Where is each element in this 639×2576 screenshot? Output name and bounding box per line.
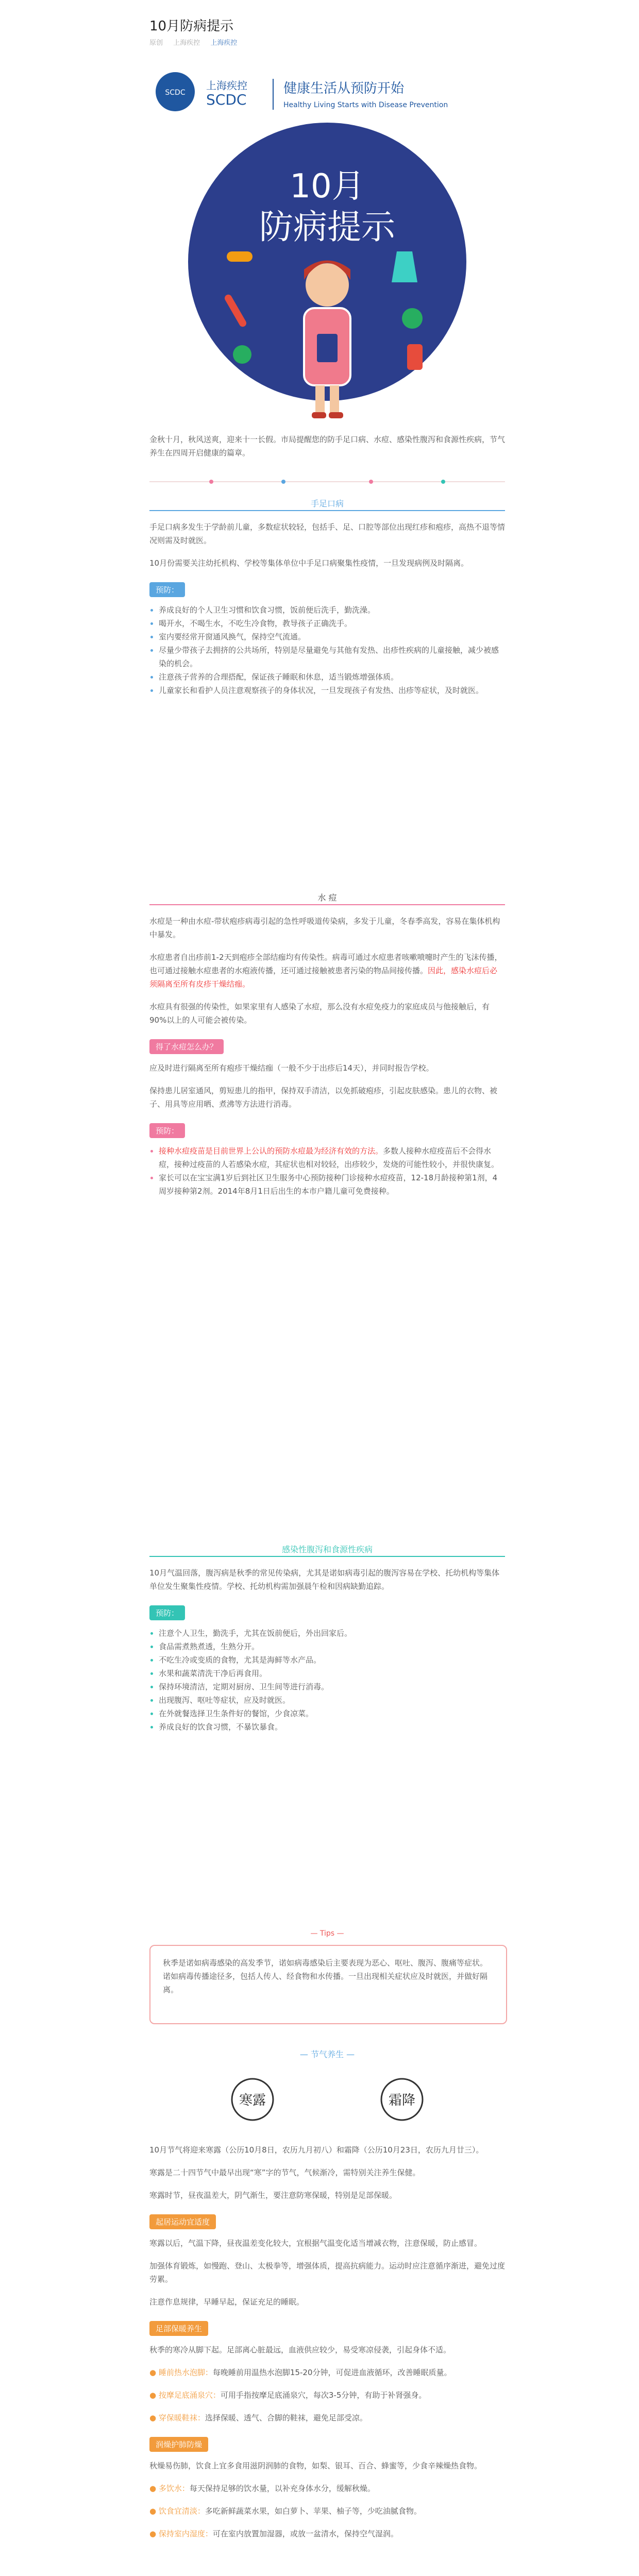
hfmd-paragraph-2: 10月份需要关注幼托机构、学校等集体单位中手足口病聚集性疫情，一旦发现病例及时隔离。 <box>149 558 469 568</box>
meta-source: 上海疾控 <box>173 39 200 47</box>
banner-headline-month: 10月 <box>290 167 365 206</box>
solar-paragraph-3: 寒露时节，昼夜温差大，阴气渐生，要注意防寒保暖，特别是足部保暖。 <box>149 2191 397 2200</box>
chickenpox-paragraph-1: 水痘是一种由水痘-带状疱疹病毒引起的急性呼吸道传染病，多发于儿童，冬春季高发，容易在集体机构中暴发。 <box>149 917 500 939</box>
list-item: 养成良好的饮食习惯，不暴饮暴食。 <box>159 1722 283 1732</box>
chickenpox-paragraph-2: 水痘患者自出疹前1-2天到疱疹全部结痂均有传染性。病毒可通过水痘患者咳嗽喷嚏时产生的飞沫传播，也可通过接触水痘患者的水疱液传播，还可通过接触被患者污染的物品间接传播。 <box>149 953 502 975</box>
section-chickenpox-title: 水 痘 <box>317 893 337 903</box>
moisture-bullet-3-head: 保持室内湿度： <box>158 2529 213 2538</box>
list-item: 喝开水，不喝生水，不吃生冷食物，教导孩子正确洗手。 <box>159 619 352 628</box>
logo-cn: 上海疾控 <box>206 79 247 92</box>
slogan-en: Healthy Living Starts with Disease Prevention <box>283 101 448 109</box>
banner-image <box>149 66 505 421</box>
tips-heading: — Tips — <box>310 1929 344 1938</box>
chickenpox-highlight: 因此，感染水痘后必须隔离至所有皮疹干燥结痂。 <box>149 966 498 989</box>
moisture-paragraph: 秋燥易伤肺，饮食上宜多食用滋阴润肺的食物，如梨、银耳、百合、蜂蜜等，少食辛辣燥热食物。 <box>149 2461 482 2470</box>
lifestyle-label: 起居运动宜适度 <box>149 2214 216 2229</box>
foot-care-label: 足部保暖养生 <box>149 2321 208 2336</box>
article-meta <box>149 37 245 47</box>
section-solar-term-body: 10月节气将迎来寒露（公历10月8日，农历九月初八）和霜降（公历10月23日，农历九月廿三）。 寒露是二十四节气中最早出现“寒”字的节气，气候渐冷，需特别关注养生保健。 寒露时节，昼夜温差大，阴气渐生，要注意防寒保暖，特别是足部保暖。 起居运动宜适度 寒露以后，气温下降，昼夜温差变化较大，宜根据气温变化适当增减衣物，注意保暖，防止感冒。 加强体育锻炼，如慢跑、登山、太极拳等，增强体质，提高抗病能力。运动时应注意循序渐进，避免过度劳累。 注意作息规律，早睡早起，保证充足的睡眠。 足部保暖养生 秋季的寒冷从脚下起。足部离心脏最远，血液供应较少，易受寒凉侵袭，引起身体不适。 ● 睡前热水泡脚：每晚睡前用温热水泡脚15-20分钟，可促进血液循环，改善睡眠质量。 ● 按摩足底涌泉穴：可用手指按摩足底涌泉穴，每次3-5分钟，有助于补肾强身。 ● 穿保暖鞋袜：选择保暖、透气、合脚的鞋袜，避免足部受凉。 润燥护肺防燥 秋燥易伤肺，饮食上宜多食用滋阴润肺的食物，如梨、银耳、百合、蜂蜜等，少食辛辣燥热食物。 ● 多饮水：每天保持足够的饮水量，以补充身体水分，缓解秋燥。 ● 饮食宜清淡：多吃新鲜蔬菜水果，如白萝卜、苹果、柚子等，少吃油腻食物。 ● 保持室内湿度：可在室内放置加湿器，或放一盆清水，保持空气湿润。 <box>149 2143 505 2540</box>
lifestyle-paragraph-3: 注意作息规律，早睡早起，保证充足的睡眠。 <box>149 2297 305 2307</box>
chickenpox-prevention-label: 预防： <box>149 1123 185 1138</box>
moisture-bullet-3-text: 可在室内放置加湿器，或放一盆清水，保持空气湿润。 <box>212 2529 398 2538</box>
logo-en: SCDC <box>206 91 247 108</box>
list-item-highlight: 接种水痘疫苗是目前世界上公认的预防水痘最为经济有效的方法。 <box>159 1146 383 1156</box>
banner-headline-text: 防病提示 <box>259 207 395 247</box>
list-item: 尽量少带孩子去拥挤的公共场所，特别是尽量避免与其他有发热、出疹性疾病的儿童接触，减少被感染的机会。 <box>159 646 499 668</box>
list-item: 多数人接种水痘疫苗后不会得水痘，接种过疫苗的人若感染水痘，其症状也相对较轻，出疹较少，发烧的可能性较小，并很快康复。 <box>159 1146 499 1169</box>
list-item: 食品需煮熟煮透，生熟分开。 <box>159 1642 260 1651</box>
moisture-label: 润燥护肺防燥 <box>149 2437 208 2452</box>
meta-author: 原创 <box>149 39 163 47</box>
list-item: 室内要经常开窗通风换气，保持空气流通。 <box>159 632 306 641</box>
divider-ornament <box>149 477 505 487</box>
intro-section <box>149 433 505 460</box>
moisture-bullet-2-text: 多吃新鲜蔬菜水果，如白萝卜、苹果、柚子等，少吃油腻食物。 <box>205 2506 422 2516</box>
svg-text:SCDC: SCDC <box>165 89 186 97</box>
tips-box-text: 秋季是诺如病毒感染的高发季节，诺如病毒感染后主要表现为恶心、呕吐、腹泻、腹痛等症状。诺如病毒传播途径多，包括人传人、经食物和水传播。一旦出现相关症状应及时就医，并做好隔离。 <box>163 1958 488 1994</box>
list-item: 水果和蔬菜清洗干净后再食用。 <box>159 1669 267 1678</box>
chickenpox-paragraph-3: 水痘具有很强的传染性，如果家里有人感染了水痘，那么没有水痘免疫力的家庭成员与他接触后，有90%以上的人可能会被传染。 <box>149 1002 490 1025</box>
hfmd-tips-list <box>149 603 505 697</box>
list-item: 养成良好的个人卫生习惯和饮食习惯，饭前便后洗手，勤洗澡。 <box>159 605 376 615</box>
section-diarrhea-body <box>149 1566 505 1734</box>
foot-bullet-3-text: 选择保暖、透气、合脚的鞋袜，避免足部受凉。 <box>205 2413 367 2422</box>
moisture-bullet-1-text: 每天保持足够的饮水量，以补充身体水分，缓解秋燥。 <box>189 2484 375 2493</box>
section-solar-term-title: — 节气养生 — <box>299 2049 355 2059</box>
solar-paragraph-1: 10月节气将迎来寒露（公历10月8日，农历九月初八）和霜降（公历10月23日，农历九月廿三）。 <box>149 2145 484 2155</box>
hfmd-paragraph-1: 手足口病多发生于学龄前儿童，多数症状较轻，包括手、足、口腔等部位出现红疹和疱疹，高热不退等情况则需及时就医。 <box>149 522 506 545</box>
hfmd-prevention-label: 预防： <box>149 582 185 597</box>
foot-bullet-3-head: 穿保暖鞋袜： <box>158 2413 205 2422</box>
chickenpox-what-to-do-label: 得了水痘怎么办？ <box>149 1039 224 1054</box>
foot-bullet-2-head: 按摩足底涌泉穴： <box>158 2391 221 2400</box>
list-item: 不吃生冷或变质的食物，尤其是海鲜等水产品。 <box>159 1655 322 1665</box>
moisture-bullet-2-head: 饮食宜清淡： <box>158 2506 205 2516</box>
chickenpox-isolation-text: 应及时进行隔离至所有疱疹干燥结痂（一般不少于出疹后14天），并同时报告学校。 <box>149 1063 434 1073</box>
section-diarrhea-title: 感染性腹泻和食源性疾病 <box>281 1545 373 1554</box>
foot-bullet-2-text: 可用手指按摩足底涌泉穴，每次3-5分钟，有助于补肾强身。 <box>220 2391 427 2400</box>
list-item: 在外就餐选择卫生条件好的餐馆，少食凉菜。 <box>159 1709 314 1718</box>
moisture-bullet-1-head: 多饮水： <box>158 2484 190 2493</box>
tips-box <box>149 1945 507 2024</box>
lifestyle-paragraph-1: 寒露以后，气温下降，昼夜温差变化较大，宜根据气温变化适当增减衣物，注意保暖，防止感冒。 <box>149 2239 482 2248</box>
bottle-icon <box>407 344 423 370</box>
list-item: 家长可以在宝宝满1岁后到社区卫生服务中心预防接种门诊接种水痘疫苗，12-18月龄接种第1剂，4周岁接种第2剂。2014年8月1日后出生的本市户籍儿童可免费接种。 <box>159 1173 498 1196</box>
foot-bullet-1-head: 睡前热水泡脚： <box>158 2368 213 2377</box>
section-diarrhea-rule <box>149 1556 505 1557</box>
diarrhea-tips-list <box>149 1626 505 1734</box>
chickenpox-tips-list <box>149 1144 505 1198</box>
pill-icon <box>227 251 253 262</box>
section-hfmd-rule <box>149 510 505 511</box>
solar-paragraph-2: 寒露是二十四节气中最早出现“寒”字的节气，气候渐冷，需特别关注养生保健。 <box>149 2168 421 2177</box>
list-item: 注意个人卫生，勤洗手，尤其在饭前便后，外出回家后。 <box>159 1629 352 1638</box>
intro-paragraph: 金秋十月，秋风送爽，迎来十一长假。市局提醒您的防手足口病、水痘、感染性腹泻和食源性疾病，节气养生在四周开启健康的篇章。 <box>149 435 506 457</box>
article-title: 10月防病提示 <box>149 19 234 34</box>
foot-care-paragraph: 秋季的寒冷从脚下起。足部离心脏最远，血液供应较少，易受寒凉侵袭，引起身体不适。 <box>149 2345 451 2354</box>
list-item: 保持环境清洁，定期对厨房、卫生间等进行消毒。 <box>159 1682 329 1691</box>
meta-account-link[interactable]: 上海疾控 <box>210 39 238 47</box>
foot-bullet-1-text: 每晚睡前用温热水泡脚15-20分钟，可促进血液循环，改善睡眠质量。 <box>212 2368 452 2377</box>
lifestyle-paragraph-2: 加强体育锻炼，如慢跑、登山、太极拳等，增强体质，提高抗病能力。运动时应注意循序渐进，避免过度劳累。 <box>149 2261 506 2284</box>
diarrhea-prevention-label: 预防： <box>149 1605 185 1620</box>
diarrhea-paragraph-1: 10月气温回落，腹泻病是秋季的常见传染病，尤其是诺如病毒引起的腹泻容易在学校、托幼机构等集体单位发生聚集性疫情。学校、托幼机构需加强晨午检和因病缺勤追踪。 <box>149 1568 500 1591</box>
hanlu-char: 寒露 <box>239 2093 266 2108</box>
chickenpox-care-text: 保持患儿居室通风，剪短患儿的指甲，保持双手清洁，以免抓破疱疹，引起皮肤感染。患儿的衣物、被子、用具等应用晒、煮沸等方法进行消毒。 <box>149 1086 498 1109</box>
section-chickenpox-body <box>149 914 505 1198</box>
section-chickenpox-rule <box>149 904 505 905</box>
list-item: 出现腹泻、呕吐等症状，应及时就医。 <box>159 1696 291 1705</box>
slogan-cn: 健康生活从预防开始 <box>283 81 405 96</box>
list-item: 儿童家长和看护人员注意观察孩子的身体状况，一旦发现孩子有发热、出疹等症状，及时就医。 <box>159 686 484 695</box>
shuangjiang-char: 霜降 <box>388 2093 416 2108</box>
section-hfmd-body <box>149 520 505 697</box>
list-item: 注意孩子营养的合理搭配，保证孩子睡眠和休息，适当锻炼增强体质。 <box>159 672 399 682</box>
section-hfmd-title: 手足口病 <box>310 499 344 509</box>
solar-term-badges <box>149 2076 505 2123</box>
